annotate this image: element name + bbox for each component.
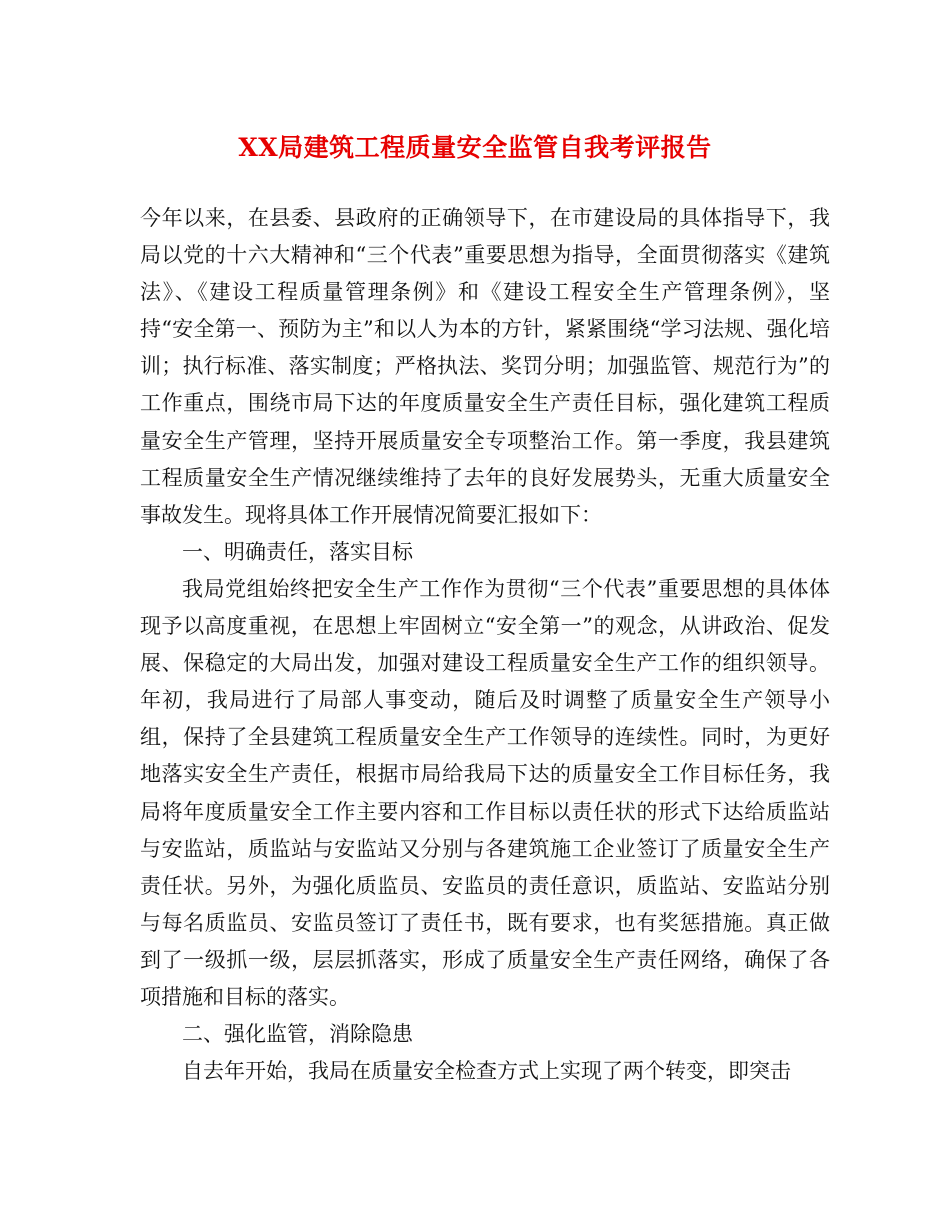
document-title: XX局建筑工程质量安全监管自我考评报告 (238, 133, 712, 162)
document-body (140, 200, 830, 1090)
section-1-paragraph: 我局党组始终把安全生产工作作为贯彻“三个代表”重要思想的具体体现予以高度重视，在思想上牢固树立“安全第一”的观念，从讲政治、促发展、保稳定的大局出发，加强对建设工程质量安全生产工作的组织领导。年初，我局进行了局部人事变动，随后及时调整了质量安全生产领导小组，保持了全县建筑工程质量安全生产工作领导的连续性。同时，为更好地落实安全生产责任，根据市局给我局下达的质量安全工作目标任务，我局将年度质量安全工作主要内容和工作目标以责任状的形式下达给质监站与安监站，质监站与安监站又分别与各建筑施工企业签订了质量安全生产责任状。另外，为强化质监员、安监员的责任意识，质监站、安监站分别与每名质监员、安监员签订了责任书，既有要求，也有奖惩措施。真正做到了一级抓一级，层层抓落实，形成了质量安全生产责任网络，确保了各项措施和目标的落实。 (140, 576, 830, 1009)
section-heading-2: 二、强化监管，消除隐患 (182, 1022, 413, 1047)
section-2-paragraph: 自去年开始，我局在质量安全检查方式上实现了两个转变，即突击 (182, 1059, 791, 1084)
section-heading-1: 一、明确责任，落实目标 (182, 539, 413, 564)
intro-paragraph: 今年以来，在县委、县政府的正确领导下，在市建设局的具体指导下，我局以党的十六大精神和“三个代表”重要思想为指导，全面贯彻落实《建筑法》、《建设工程质量管理条例》和《建设工程安全生产管理条例》，坚持“安全第一、预防为主”和以人为本的方针，紧紧围绕“学习法规、强化培训；执行标准、落实制度；严格执法、奖罚分明；加强监管、规范行为”的工作重点，围绕市局下达的年度质量安全生产责任目标，强化建筑工程质量安全生产管理，坚持开展质量安全专项整治工作。第一季度，我县建筑工程质量安全生产情况继续维持了去年的良好发展势头，无重大质量安全事故发生。现将具体工作开展情况简要汇报如下： (140, 206, 830, 527)
